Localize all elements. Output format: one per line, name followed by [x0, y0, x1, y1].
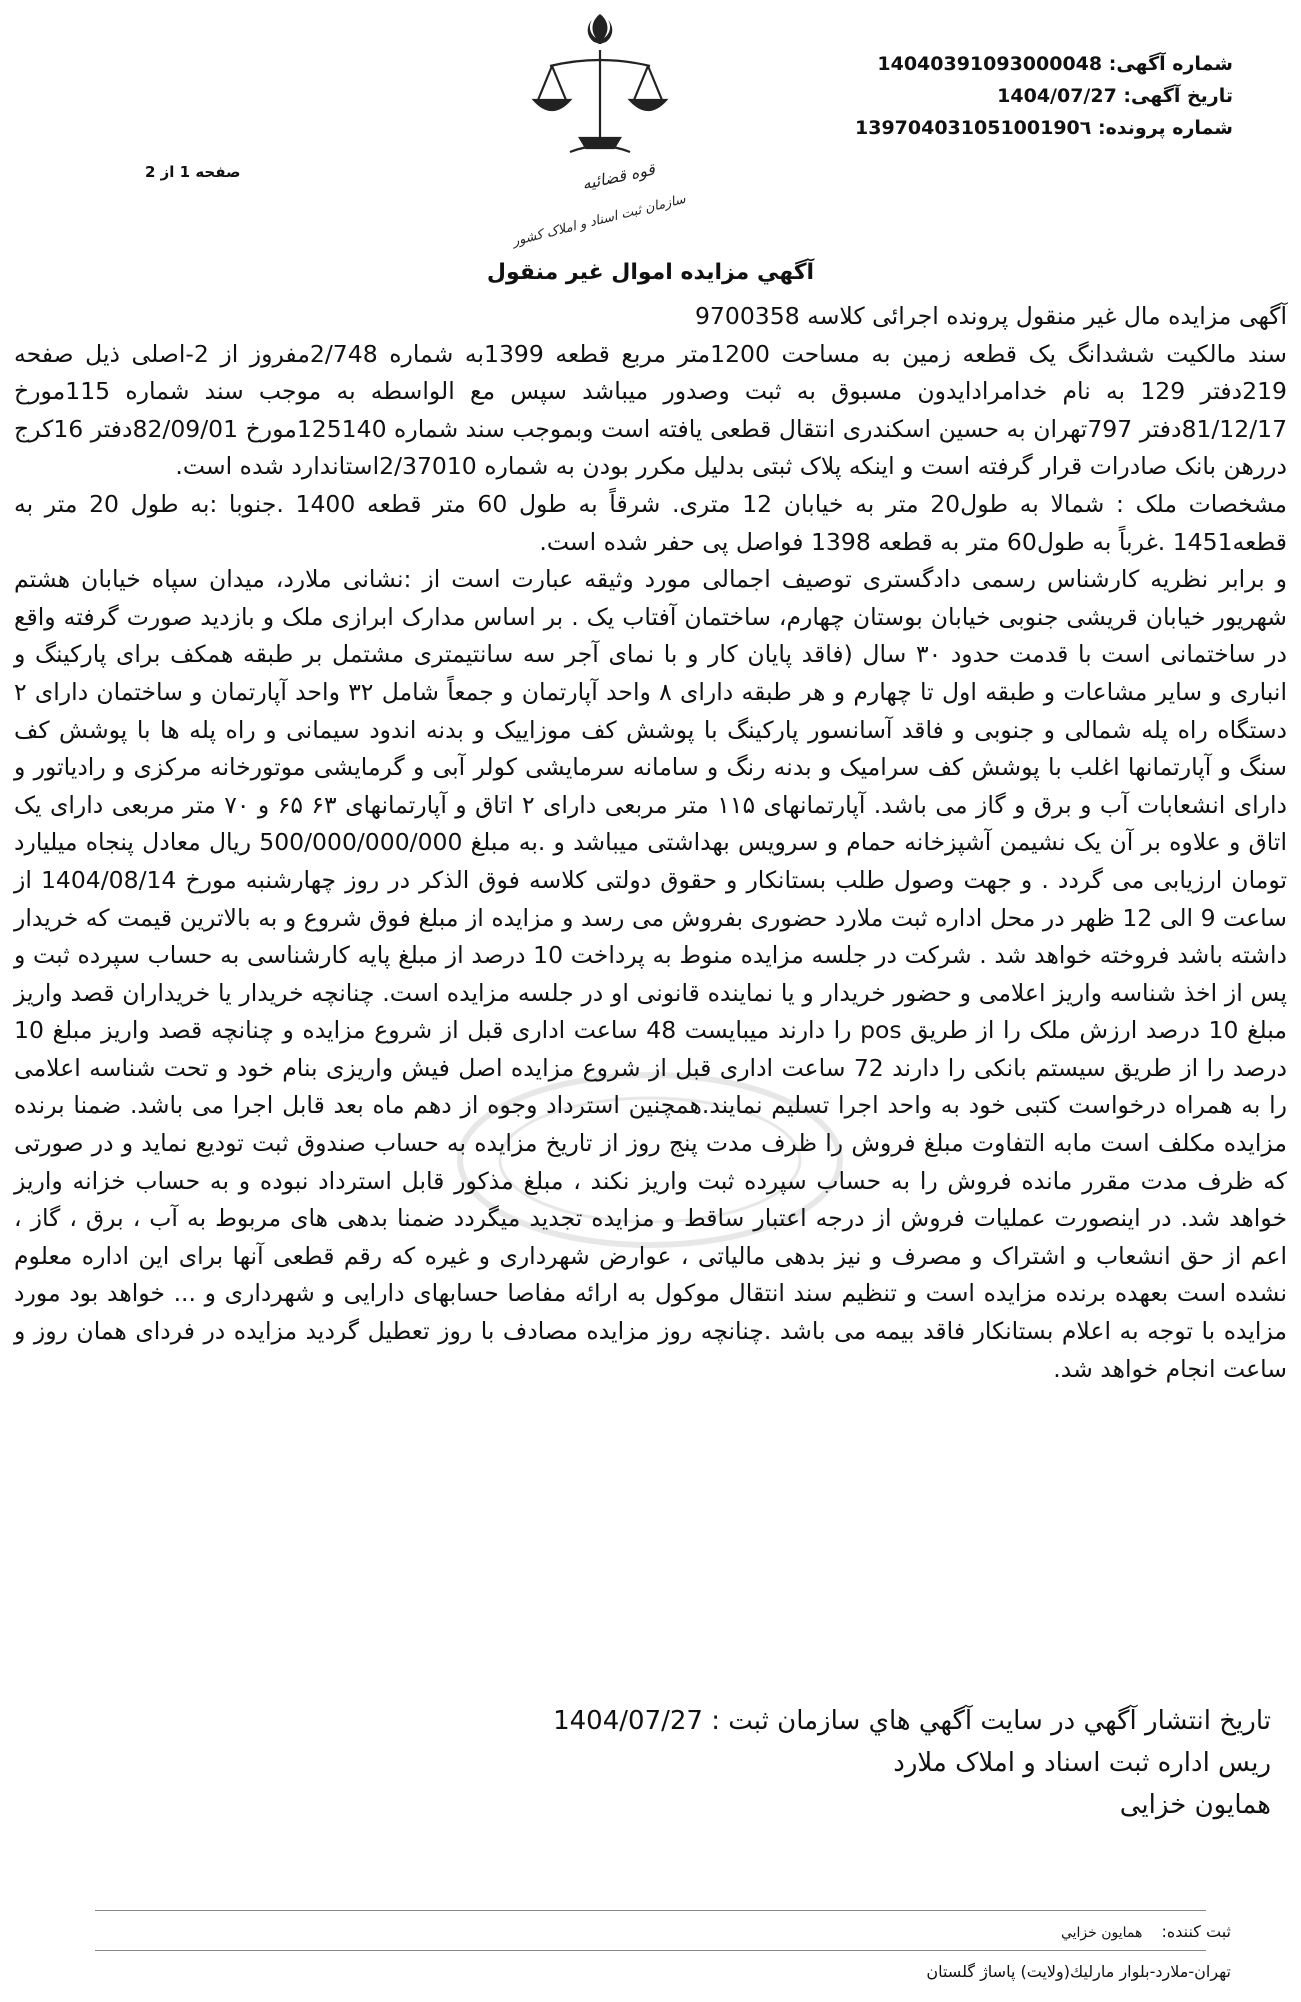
footer-divider: [95, 1910, 1206, 1911]
document-body: [14, 298, 1287, 1388]
emblem-caption: قوه قضائیه: [580, 159, 657, 194]
official-title: ریس اداره ثبت اسناد و املاک ملارد: [893, 1748, 1271, 1778]
registrar-row: [1061, 1922, 1231, 1941]
ad-date: تاریخ آگهی: 1404/07/27: [997, 85, 1233, 107]
address-row: [926, 1962, 1231, 1981]
property-boundaries-paragraph: مشخصات ملک : شمالا به طول20 متر به خیابان 12 متری. شرقاً به طول 60 متر قطعه 1400 .جنوبا :به طول 20 متر به قطعه1451 .غرباً به طول60 متر به قطعه 1398 فواصل پی حفر شده است.: [14, 489, 1287, 556]
case-line: آگهی مزایده مال غیر منقول پرونده اجرائی کلاسه 9700358: [694, 302, 1287, 330]
signature-block: [371, 1700, 1271, 1826]
judiciary-emblem-logo: [511, 10, 688, 250]
page-number: صفحه 1 از 2: [145, 163, 241, 181]
auction-terms-paragraph: و برابر نظریه کارشناس رسمی دادگستری توصیف اجمالی مورد وثیقه عبارت است از :نشانی ملارد، میدان سپاه خیابان هشتم شهریور خیابان قریشی جنوبی خیابان بوستان چهارم، ساختمان آفتاب یک . بر اساس مدارک ابرازی ملک و بازدید صورت گرفته واقع در ساختمانی است با قدمت حدود ۳۰ سال (فاقد پایان کار و با نمای آجر سه سانتیمتری مشتمل بر طبقه همکف برای پارکینگ و انباری و سایر مشاعات و طبقه اول تا چهارم و هر طبقه دارای ۸ واحد آپارتمان و جمعاً شامل ۳۲ واحد آپارتمان و ساختمان دارای ۲ دستگاه راه پله شمالی و جنوبی و فاقد آسانسور پارکینگ با پوشش کف موزاییک و بدنه اندود سیمانی و راه پله ها با پوشش کف سنگ و آپارتمانها اغلب با پوشش کف سرامیک و بدنه رنگ و سامانه سرمایشی کولر آبی و گرمایشی موتورخانه مرکزی و رادیاتور و دارای انشعابات آب و برق و گاز می باشد. آپارتمانهای ۱۱۵ متر مربعی دارای ۲ اتاق و آپارتمانهای ۶۳ ۶۵ و ۷۰ متر مربعی دارای یک اتاق و علاوه بر آن یک نشیمن آشپزخانه حمام و سرویس بهداشتی میباشد و .به مبلغ 500/000/000/000 ریال معادل پنجاه میلیارد تومان ارزیابی می گردد . و جهت وصول طلب بستانکار و حقوق دولتی کلاسه فوق الذکر در روز چهارشنبه مورخ 1404/08/14 از ساعت 9 الی 12 ظهر در محل اداره ثبت ملارد حضوری بفروش می رسد و مزایده از مبلغ فوق شروع و به بالاترین قیمت که خریدار داشته باشد فروخته خواهد شد . شرکت در جلسه مزایده منوط به پرداخت 10 درصد از مبلغ پایه کارشناسی به حساب سپرده ثبت و پس از اخذ شناسه واریز اعلامی و حضور خریدار و یا نماینده قانونی او در جلسه مزایده است. چنانچه خریدار یا خریداران قصد واریز مبلغ 10 درصد ارزش ملک را از طریق pos را دارند میبایست 48 ساعت اداری قبل از شروع مزایده و چنانچه قصد واریز مبلغ 10 درصد را از طریق سیستم بانکی را دارند 72 ساعت اداری قبل از شروع مزایده اصل فیش واریزی بنام خود و تحت شناسه اعلامی را به همراه درخواست کتبی خود به واحد اجرا تسلیم نمایند.همچنین استرداد وجوه از دهم ماه بعد قابل اجرا می باشد. ضمنا برنده مزایده مکلف است مابه التفاوت مبلغ فروش را ظرف مدت پنج روز از تاریخ مزایده به حساب صندوق ثبت تودیع نماید و در صورتی که ظرف مدت مقرر مانده فروش را به حساب سپرده ثبت واریز نکند ، مبلغ مذکور قابل استرداد نبوده و به حساب خزانه واریز خواهد شد. در اینصورت عملیات فروش از درجه اعتبار ساقط و مزایده تجدید میگردد ضمنا بدهی های مربوط به آب ، برق ، گاز ، اعم از حق انشعاب و اشتراک و مصرف و نیز بدهی مالیاتی ، عوارض شهرداری و غیره که رقم قطعی آنها برای این اداره معلوم نشده است بعهده برنده مزایده است و تنظیم سند انتقال موکول به ارائه مفاصا حسابهای دارایی و شهرداری و ... خواهد بود مورد مزایده با توجه به اعلام بستانکار فاقد بیمه می باشد .چنانچه روز مزایده مصادف با روز تعطیل گردید مزایده در فردای همان روز و ساعت انجام خواهد شد.: [14, 565, 1287, 1383]
document-title: آگهي مزايده اموال غير منقول: [486, 260, 815, 285]
registrar-label: ثبت كننده:: [1161, 1922, 1231, 1941]
org-caption: سازمان ثبت اسناد و املاک کشور: [511, 191, 688, 250]
official-name: همایون خزایی: [1119, 1790, 1271, 1820]
ad-number: شماره آگهی: 14040391093000048: [877, 53, 1233, 75]
scales-of-justice-icon: [534, 50, 666, 152]
publish-date-line: تاريخ انتشار آگهي در سايت آگهي هاي سازمان ثبت : 1404/07/27: [553, 1706, 1271, 1736]
case-number: شماره پرونده: 13970403105100190٦: [855, 117, 1233, 139]
title-deed-paragraph: سند مالکیت ششدانگ یک قطعه زمین به مساحت 1200متر مربع قطعه 1399به شماره 2/748مفروز از 2-اصلی ذیل صفحه 219دفتر 129 به نام خدامرادایدون مسبوق به ثبت وصدور میباشد سپس مع الواسطه به موجب سند شماره 115مورخ 81/12/17دفتر 797تهران به حسین اسکندری انتقال قطعی یافته است وبموجب سند شماره 125140مورخ 82/09/01دفتر 16کرج دررهن بانک صادرات قرار گرفته است و اینکه پلاک ثبتی بدلیل مکرر بودن به شماره 2/37010استاندارد شده است.: [14, 339, 1288, 481]
iran-emblem-icon: [588, 14, 613, 44]
address-text: تهران-ملارد-بلوار مارليك(ولايت) پاساژ گلستان: [926, 1962, 1231, 1981]
footer-divider-2: [95, 1950, 1206, 1951]
header-info: [793, 48, 1233, 144]
registrar-name: همايون خزايي: [1060, 1925, 1143, 1941]
